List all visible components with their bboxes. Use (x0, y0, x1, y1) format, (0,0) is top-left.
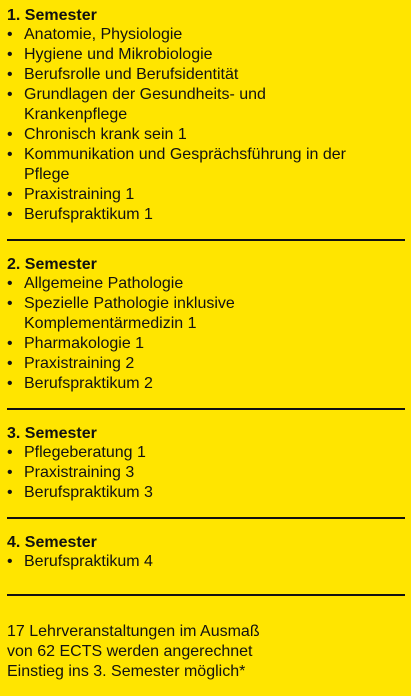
course-name: Allgemeine Pathologie (24, 275, 184, 292)
semester-3-section (7, 424, 405, 517)
list-item (7, 145, 405, 185)
recognition-note (7, 610, 405, 682)
list-item (7, 25, 405, 45)
bullet-icon: • (7, 126, 13, 143)
course-name: Hygiene und Mikrobiologie (24, 46, 213, 63)
course-name: Pharmakologie 1 (24, 335, 145, 352)
course-name: Berufspraktikum 1 (24, 206, 153, 223)
bullet-icon: • (7, 186, 13, 203)
bullet-icon: • (7, 206, 13, 223)
course-name: Praxistraining 1 (24, 186, 135, 203)
semester-title: 2. Semester (7, 256, 97, 273)
list-item (7, 334, 405, 354)
bullet-icon: • (7, 553, 13, 570)
footer-line-2: von 62 ECTS werden angerechnet (7, 643, 253, 660)
course-list (7, 552, 405, 572)
semester-title: 4. Semester (7, 534, 97, 551)
bullet-icon: • (7, 375, 13, 392)
course-name: Berufspraktikum 2 (24, 375, 153, 392)
list-item (7, 274, 405, 294)
list-item (7, 552, 405, 572)
bullet-icon: • (7, 275, 13, 292)
bullet-icon: • (7, 464, 13, 481)
semester-2-section (7, 255, 405, 408)
course-name: Spezielle Pathologie inklusive Komplementärmedizin 1 (24, 295, 235, 332)
section-divider (7, 239, 405, 241)
course-name: Chronisch krank sein 1 (24, 126, 187, 143)
course-name: Praxistraining 2 (24, 355, 135, 372)
list-item (7, 85, 405, 125)
list-item (7, 294, 405, 334)
course-name: Berufspraktikum 4 (24, 553, 153, 570)
section-divider (7, 408, 405, 410)
bullet-icon: • (7, 146, 13, 163)
semester-title: 1. Semester (7, 7, 97, 24)
bullet-icon: • (7, 295, 13, 312)
course-name: Berufsrolle und Berufsidentität (24, 66, 239, 83)
list-item (7, 205, 405, 225)
list-item (7, 374, 405, 394)
bullet-icon: • (7, 335, 13, 352)
course-name: Anatomie, Physiologie (24, 26, 183, 43)
bullet-icon: • (7, 484, 13, 501)
footer-line-3: Einstieg ins 3. Semester möglich* (7, 663, 246, 680)
course-list (7, 25, 405, 225)
section-divider (7, 594, 405, 596)
bullet-icon: • (7, 66, 13, 83)
list-item (7, 443, 405, 463)
list-item (7, 185, 405, 205)
footer-line-1: 17 Lehrveranstaltungen im Ausmaß (7, 623, 260, 640)
list-item (7, 45, 405, 65)
course-list (7, 443, 405, 503)
list-item (7, 483, 405, 503)
course-name: Pflegeberatung 1 (24, 444, 146, 461)
bullet-icon: • (7, 86, 13, 103)
section-divider (7, 517, 405, 519)
list-item (7, 65, 405, 85)
course-name: Grundlagen der Gesundheits- und Krankenpflege (24, 86, 266, 123)
semester-title: 3. Semester (7, 425, 97, 442)
bullet-icon: • (7, 26, 13, 43)
course-name: Kommunikation und Gesprächsführung in der Pflege (24, 146, 346, 183)
bullet-icon: • (7, 444, 13, 461)
course-name: Praxistraining 3 (24, 464, 135, 481)
list-item (7, 354, 405, 374)
list-item (7, 125, 405, 145)
semester-1-section (7, 6, 405, 239)
course-list (7, 274, 405, 394)
course-name: Berufspraktikum 3 (24, 484, 153, 501)
bullet-icon: • (7, 46, 13, 63)
list-item (7, 463, 405, 483)
bullet-icon: • (7, 355, 13, 372)
semester-4-section (7, 533, 405, 586)
